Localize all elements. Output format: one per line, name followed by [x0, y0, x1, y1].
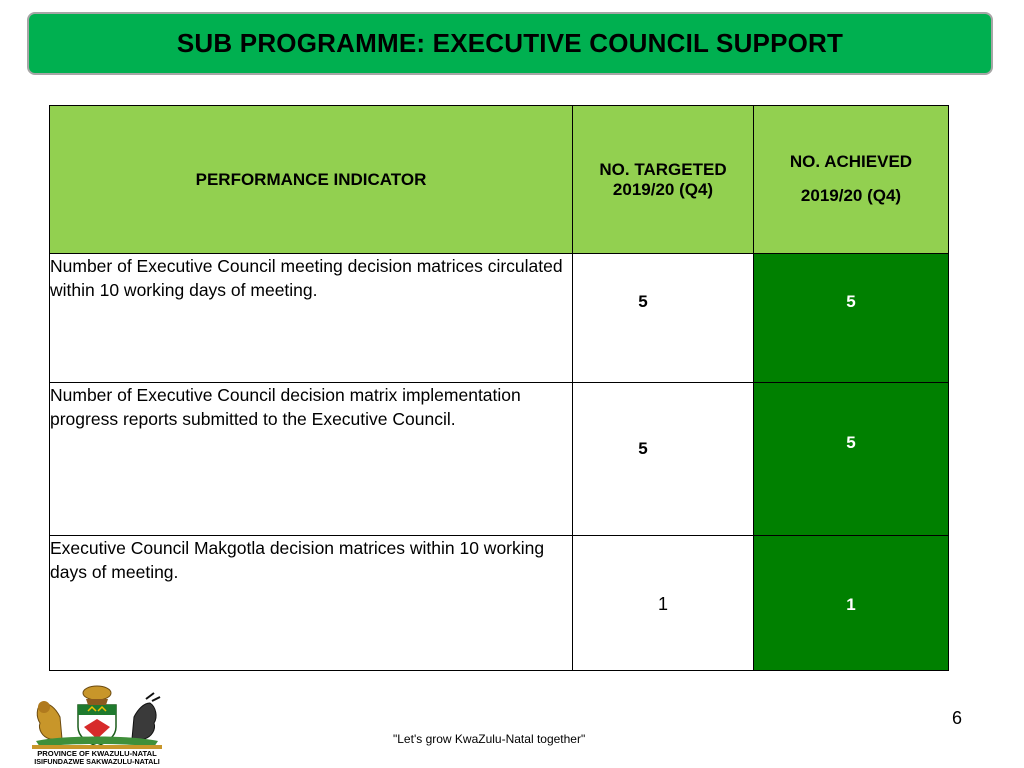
achieved-value: 1 [846, 595, 856, 614]
lion-supporter-icon [37, 701, 62, 739]
achieved-value: 5 [846, 292, 856, 311]
table-row [50, 383, 949, 536]
targeted-cell [573, 383, 754, 536]
header-targeted-line1: NO. TARGETED [599, 159, 727, 179]
kwazulu-natal-coat-of-arms-logo [22, 683, 172, 765]
indicator-cell: Executive Council Makgotla decision matrices within 10 working days of meeting. [50, 536, 573, 671]
crest-icon [83, 686, 111, 705]
page-number: 6 [951, 708, 962, 728]
achieved-cell [754, 536, 949, 671]
indicator-cell: Number of Executive Council decision matrix implementation progress reports submitted to the Executive Council. [50, 383, 573, 536]
achieved-cell [754, 254, 949, 383]
header-achieved-line1: NO. ACHIEVED [789, 152, 913, 171]
wildebeest-supporter-icon [132, 693, 160, 739]
targeted-value: 5 [638, 292, 648, 311]
footer-tagline: "Let's grow KwaZulu-Natal together" [393, 732, 586, 746]
title-banner [27, 12, 993, 75]
targeted-value: 1 [657, 594, 668, 614]
header-no-achieved [754, 106, 949, 254]
targeted-cell [573, 536, 754, 671]
table-row [50, 536, 949, 671]
table-row [50, 254, 949, 383]
achieved-cell [754, 383, 949, 536]
header-performance-indicator [50, 106, 573, 254]
logo-text-line2: ISIFUNDAZWE SAKWAZULU-NATALI [34, 757, 160, 765]
logo-text-line1: PROVINCE OF KWAZULU-NATAL [37, 749, 157, 758]
table-header-row [50, 106, 949, 254]
performance-table [49, 105, 949, 671]
targeted-value: 5 [638, 439, 648, 458]
header-indicator-label: PERFORMANCE INDICATOR [195, 169, 427, 189]
targeted-cell [573, 254, 754, 383]
header-targeted-line2: 2019/20 (Q4) [612, 179, 714, 199]
header-no-targeted [573, 106, 754, 254]
indicator-cell: Number of Executive Council meeting decision matrices circulated within 10 working days of meeting. [50, 254, 573, 383]
page-title: SUB PROGRAMME: EXECUTIVE COUNCIL SUPPORT [176, 28, 844, 58]
achieved-value: 5 [846, 433, 856, 452]
header-achieved-line2: 2019/20 (Q4) [800, 186, 902, 205]
